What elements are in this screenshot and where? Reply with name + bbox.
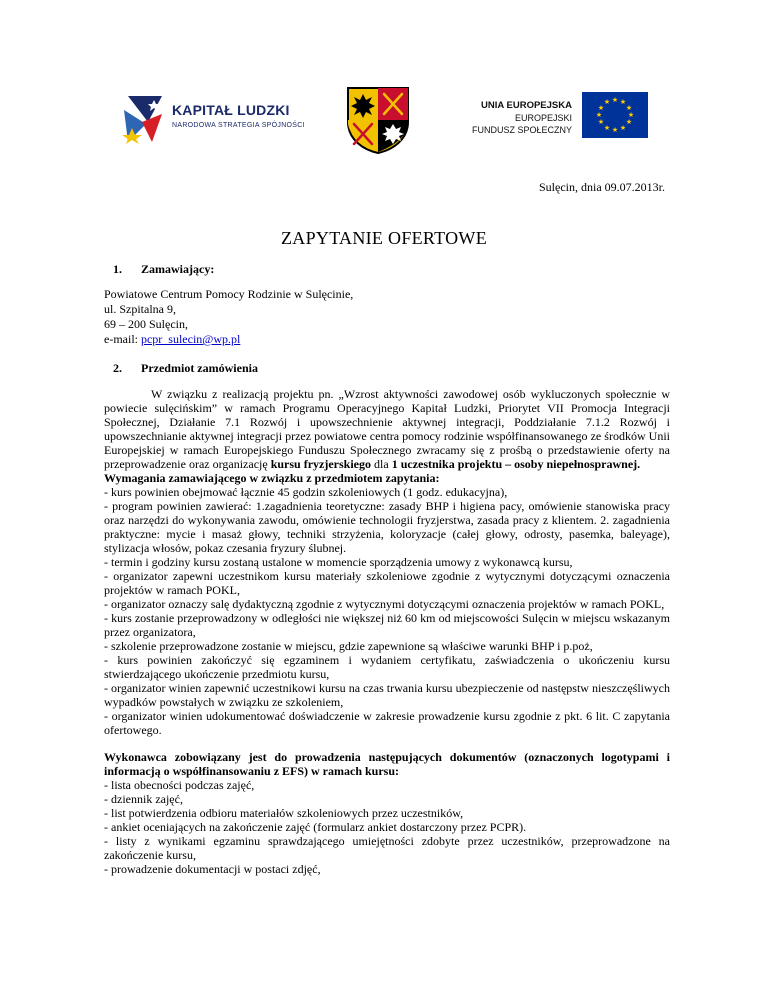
requirement-item: - organizator zapewni uczestnikom kursu materiały szkoleniowe zgodnie z wytycznymi dotyczącymi oznaczenia projektów w ramach POKL, [104,569,670,597]
requirement-item: - termin i godziny kursu zostaną ustalone w momencie sporządzenia umowy z wykonawcą kursu, [104,555,573,569]
section-1-number: 1. [113,262,122,276]
intro-mid: dla [371,457,392,471]
requirement-item: - kurs zostanie przeprowadzony w odległości nie większej niż 60 km od miejscowości Sulęcin w miejscu wskazanym przez organizatora, [104,611,670,639]
orderer-address [104,287,670,347]
requirement-item: - organizator winien udokumentować doświadczenie w zakresie prowadzenie kursu zgodnie z pkt. 6 lit. C zapytania ofertowego. [104,709,670,737]
svg-text:★: ★ [597,118,605,126]
participant-info: 1 uczestnika projektu – osoby niepełnosprawnej. [391,457,641,471]
requirement-item: - program powinien zawierać: 1.zagadnienia teoretyczne: zasady BHP i higiena pacy, omówienie stanowiska pracy oraz narzędzi do wykonywania zawodu, omówienie technologii fryzjerstwa, zasada pracy z klientem. 2. zagadnienia praktyczne: mycie i masaż głowy, techniki strzyżenia, koloryzacje (całej głowy, odrosty, pasemka, baleyage), stylizacja włosów, pokaz czesania fryzury ślubnej. [104,499,670,555]
documents-heading: Wykonawca zobowiązany jest do prowadzenia następujących dokumentów (oznaczonych logotypami i informacją o współfinansowaniu z EFS) w ramach kursu: [104,750,670,778]
eu-line-3: FUNDUSZ SPOŁECZNY [471,125,572,135]
document-item: - dziennik zajęć, [104,792,183,806]
svg-text:★: ★ [627,111,635,119]
section-1-title: Zamawiający: [141,262,215,276]
address-line: ul. Szpitalna 9, [104,302,176,316]
svg-text:★: ★ [611,96,619,104]
requirement-item: - kurs powinien zakończyć się egzaminem i wydaniem certyfikatu, zaświadczenia o ukończeniu kursu stwierdzającego ukończenie przedmiotu kursu, [104,653,670,681]
section-2-title: Przedmiot zamówienia [141,361,258,375]
svg-text:★: ★ [603,98,611,106]
requirement-item: - kurs powinien obejmować łącznie 45 godzin szkoleniowych (1 godz. edukacyjna), [104,485,508,499]
document-item: - ankiet oceniających na zakończenie zajęć (formularz ankiet dostarczony przez PCPR). [104,820,527,834]
coat-of-arms-icon [346,86,410,154]
address-line: Powiatowe Centrum Pomocy Rodzinie w Sulęcinie, [104,287,354,301]
eu-line-1: UNIA EUROPEJSKA [481,100,572,111]
eu-flag-icon [582,92,648,138]
svg-text:★: ★ [603,124,611,132]
order-subject-paragraph [104,387,670,471]
logo-bar [0,86,768,156]
document-item: - listy z wynikami egzaminu sprawdzającego umiejętności zdobyte przez uczestników, przeprowadzone na zakończenie kursu, [104,834,670,862]
kapital-ludzki-title: KAPITAŁ LUDZKI [172,102,290,118]
kapital-ludzki-mark-icon [118,92,168,144]
eu-fund-text [452,100,572,136]
email-link[interactable]: pcpr_sulecin@wp.pl [140,332,241,346]
kapital-ludzki-logo [118,92,318,144]
email-label: e-mail: [104,332,141,346]
eu-line-2: EUROPEJSKI [514,113,572,123]
document-item: - lista obecności podczas zajęć, [104,778,255,792]
svg-text:★: ★ [619,124,627,132]
svg-text:★: ★ [597,104,605,112]
kapital-ludzki-subtitle: NARODOWA STRATEGIA SPÓJNOŚCI [172,122,305,129]
document-body [104,258,670,876]
requirement-item: - szkolenie przeprowadzone zostanie w miejscu, gdzie zapewnione są właściwe warunki BHP i p.poż, [104,639,593,653]
address-line: 69 – 200 Sulęcin, [104,317,188,331]
document-item: - prowadzenie dokumentacji w postaci zdjęć, [104,862,321,876]
requirement-item: - organizator winien zapewnić uczestnikowi kursu na czas trwania kursu ubezpieczenie od następstw nieszczęśliwych wypadków powstałych w związku ze szkoleniem, [104,681,670,709]
intro-text: W związku z realizacją projektu pn. „Wzrost aktywności zawodowej osób wykluczonych społecznie w powiecie sulęcińskim” w ramach Programu Operacyjnego Kapitał Ludzki, Priorytet VII Promocja Integracji Społecznej, Działanie 7.1 Rozwój i upowszechnienie aktywnej integracji, Poddziałanie 7.1.2 Rozwój i upowszechnianie aktywnej integracji przez powiatowe centra pomocy rodzinie współfinansowanego ze środków Unii Europejskiej w ramach Europejskiego Funduszu Społecznego zwracamy się z prośbą o przedstawienie oferty na przeprowadzenie oraz organizację [104,387,670,471]
section-1-heading [104,262,670,276]
svg-text:★: ★ [619,98,627,106]
requirements-heading: Wymagania zamawiającego w związku z przedmiotem zapytania: [104,471,440,485]
requirement-item: - organizator oznaczy salę dydaktyczną zgodnie z wytycznymi dotyczącymi oznaczenia projektów w ramach POKL, [104,597,665,611]
date-line: Sulęcin, dnia 09.07.2013r. [539,180,665,194]
document-title: ZAPYTANIE OFERTOWE [280,228,488,248]
section-2-number: 2. [113,361,122,375]
email-line [104,332,670,347]
svg-text:★: ★ [595,111,603,119]
svg-text:★: ★ [611,126,619,134]
svg-text:★: ★ [625,104,633,112]
svg-text:★: ★ [625,118,633,126]
document-item: - list potwierdzenia odbioru materiałów szkoleniowych przez uczestników, [104,806,464,820]
course-name: kursu fryzjerskiego [270,457,372,471]
section-2-heading [104,361,670,375]
